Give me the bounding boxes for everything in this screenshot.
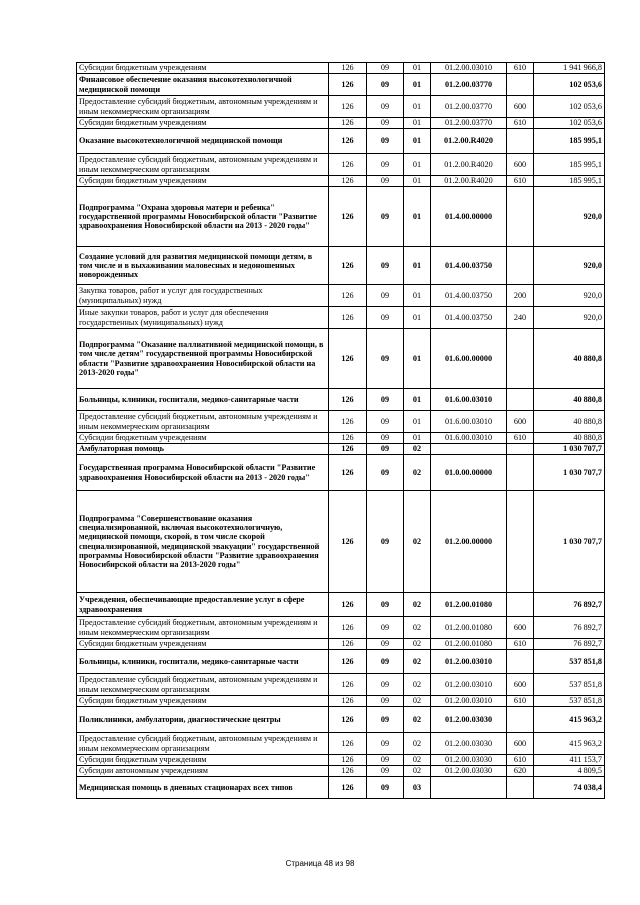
row-vr-cell: 610: [507, 176, 534, 187]
row-name-cell: Предоставление субсидий бюджетным, автономным учреждениям и иным некоммерческим организациям: [77, 733, 329, 755]
row-sum-cell: 40 880,8: [534, 389, 605, 411]
row-rz-cell: 09: [367, 129, 404, 154]
row-cs-cell: 01.2.00.01080: [431, 639, 507, 650]
row-rz-cell: 09: [367, 63, 404, 74]
row-pr-cell: 02: [404, 455, 431, 491]
row-name-cell: Финансовое обеспечение оказания высокотехнологичной медицинской помощи: [77, 74, 329, 96]
row-gr-cell: 126: [329, 129, 367, 154]
table-row: [77, 433, 605, 444]
row-name-cell: Предоставление субсидий бюджетным, автономным учреждениям и иным некоммерческим организациям: [77, 96, 329, 118]
row-rz-cell: 09: [367, 639, 404, 650]
row-name-cell: Предоставление субсидий бюджетным, автономным учреждениям и иным некоммерческим организациям: [77, 411, 329, 433]
row-gr-cell: 126: [329, 674, 367, 696]
table-row: [77, 491, 605, 593]
row-name-cell: Субсидии бюджетным учреждениям: [77, 696, 329, 707]
row-vr-cell: 620: [507, 766, 534, 777]
row-cs-cell: 01.6.00.03010: [431, 411, 507, 433]
row-rz-cell: 09: [367, 444, 404, 455]
table-row: [77, 118, 605, 129]
row-name-cell: Поликлиники, амбулатории, диагностические центры: [77, 707, 329, 733]
row-gr-cell: 126: [329, 733, 367, 755]
row-gr-cell: 126: [329, 329, 367, 389]
table-row: [77, 593, 605, 617]
row-pr-cell: 01: [404, 285, 431, 307]
row-name-cell: Субсидии бюджетным учреждениям: [77, 755, 329, 766]
row-name-cell: Предоставление субсидий бюджетным, автономным учреждениям и иным некоммерческим организациям: [77, 617, 329, 639]
row-vr-cell: [507, 650, 534, 674]
row-gr-cell: 126: [329, 777, 367, 799]
row-gr-cell: 126: [329, 96, 367, 118]
row-sum-cell: 920,0: [534, 187, 605, 247]
row-cs-cell: 01.2.00.R4020: [431, 154, 507, 176]
row-sum-cell: 1 030 707,7: [534, 455, 605, 491]
row-pr-cell: 02: [404, 696, 431, 707]
row-name-cell: Субсидии бюджетным учреждениям: [77, 639, 329, 650]
row-name-cell: Государственная программа Новосибирской области "Развитие здравоохранения Новосибирской области на 2013 - 2020 годы": [77, 455, 329, 491]
row-name-cell: Больницы, клиники, госпитали, медико-санитарные части: [77, 389, 329, 411]
row-rz-cell: 09: [367, 674, 404, 696]
row-sum-cell: 537 851,8: [534, 650, 605, 674]
row-cs-cell: 01.2.00.R4020: [431, 129, 507, 154]
row-gr-cell: 126: [329, 707, 367, 733]
row-rz-cell: 09: [367, 777, 404, 799]
table-row: [77, 411, 605, 433]
table-row: [77, 154, 605, 176]
row-name-cell: Медицинская помощь в дневных стационарах всех типов: [77, 777, 329, 799]
row-cs-cell: 01.2.00.03030: [431, 707, 507, 733]
table-body: [77, 63, 605, 799]
row-pr-cell: 01: [404, 129, 431, 154]
table-row: [77, 455, 605, 491]
row-name-cell: Амбулаторная помощь: [77, 444, 329, 455]
row-pr-cell: 01: [404, 176, 431, 187]
row-name-cell: Субсидии автономным учреждениям: [77, 766, 329, 777]
row-rz-cell: 09: [367, 285, 404, 307]
row-gr-cell: 126: [329, 650, 367, 674]
row-cs-cell: 01.2.00.03010: [431, 696, 507, 707]
row-cs-cell: 01.6.00.00000: [431, 329, 507, 389]
row-name-cell: Подпрограмма "Совершенствование оказания специализированной, включая высокотехнологичную, медицинской помощи, скорой, в том числе скорой специализированной, медицинской эвакуации" государственной программы Новосибирской области "Развитие здравоохранения Новосибирской области на 2013-2020 годы": [77, 491, 329, 593]
row-sum-cell: 1 030 707,7: [534, 444, 605, 455]
row-pr-cell: 02: [404, 707, 431, 733]
row-pr-cell: 01: [404, 329, 431, 389]
table-row: [77, 444, 605, 455]
row-pr-cell: 02: [404, 755, 431, 766]
row-vr-cell: [507, 187, 534, 247]
row-sum-cell: 76 892,7: [534, 593, 605, 617]
row-gr-cell: 126: [329, 696, 367, 707]
row-vr-cell: 610: [507, 63, 534, 74]
row-rz-cell: 09: [367, 118, 404, 129]
row-rz-cell: 09: [367, 411, 404, 433]
row-rz-cell: 09: [367, 593, 404, 617]
table-row: [77, 63, 605, 74]
row-cs-cell: 01.2.00.03770: [431, 118, 507, 129]
row-pr-cell: 02: [404, 617, 431, 639]
row-gr-cell: 126: [329, 63, 367, 74]
row-gr-cell: 126: [329, 187, 367, 247]
row-vr-cell: [507, 329, 534, 389]
row-gr-cell: 126: [329, 74, 367, 96]
row-pr-cell: 02: [404, 674, 431, 696]
row-gr-cell: 126: [329, 455, 367, 491]
table-row: [77, 96, 605, 118]
row-gr-cell: 126: [329, 411, 367, 433]
row-gr-cell: 126: [329, 176, 367, 187]
row-vr-cell: 610: [507, 433, 534, 444]
row-name-cell: Субсидии бюджетным учреждениям: [77, 63, 329, 74]
row-rz-cell: 09: [367, 307, 404, 329]
row-vr-cell: [507, 247, 534, 285]
row-cs-cell: 01.2.00.03010: [431, 63, 507, 74]
row-rz-cell: 09: [367, 491, 404, 593]
row-gr-cell: 126: [329, 247, 367, 285]
row-rz-cell: 09: [367, 247, 404, 285]
table-row: [77, 329, 605, 389]
row-rz-cell: 09: [367, 617, 404, 639]
row-sum-cell: 920,0: [534, 247, 605, 285]
row-pr-cell: 02: [404, 639, 431, 650]
row-pr-cell: 02: [404, 444, 431, 455]
row-sum-cell: 415 963,2: [534, 733, 605, 755]
row-name-cell: Предоставление субсидий бюджетным, автономным учреждениям и иным некоммерческим организациям: [77, 674, 329, 696]
row-gr-cell: 126: [329, 154, 367, 176]
row-vr-cell: [507, 389, 534, 411]
row-cs-cell: 01.2.00.01080: [431, 593, 507, 617]
row-cs-cell: 01.2.00.03010: [431, 674, 507, 696]
row-cs-cell: 01.2.00.03010: [431, 650, 507, 674]
table-row: [77, 187, 605, 247]
row-name-cell: Закупка товаров, работ и услуг для государственных (муниципальных) нужд: [77, 285, 329, 307]
row-gr-cell: 126: [329, 491, 367, 593]
row-sum-cell: 76 892,7: [534, 617, 605, 639]
row-cs-cell: 01.2.00.01080: [431, 617, 507, 639]
row-sum-cell: 537 851,8: [534, 696, 605, 707]
row-gr-cell: 126: [329, 755, 367, 766]
table-row: [77, 247, 605, 285]
table-row: [77, 777, 605, 799]
row-pr-cell: 02: [404, 491, 431, 593]
row-cs-cell: 01.2.00.03770: [431, 96, 507, 118]
row-rz-cell: 09: [367, 696, 404, 707]
row-sum-cell: 537 851,8: [534, 674, 605, 696]
row-gr-cell: 126: [329, 766, 367, 777]
row-name-cell: Субсидии бюджетным учреждениям: [77, 433, 329, 444]
row-gr-cell: 126: [329, 639, 367, 650]
row-pr-cell: 01: [404, 154, 431, 176]
row-pr-cell: 01: [404, 118, 431, 129]
table-row: [77, 766, 605, 777]
row-pr-cell: 01: [404, 63, 431, 74]
row-sum-cell: 76 892,7: [534, 639, 605, 650]
table-row: [77, 639, 605, 650]
row-name-cell: Учреждения, обеспечивающие предоставление услуг в сфере здравоохранения: [77, 593, 329, 617]
row-vr-cell: [507, 455, 534, 491]
row-vr-cell: 600: [507, 733, 534, 755]
row-pr-cell: 02: [404, 733, 431, 755]
row-pr-cell: 02: [404, 650, 431, 674]
row-cs-cell: 01.2.00.03030: [431, 766, 507, 777]
table-row: [77, 733, 605, 755]
row-vr-cell: 610: [507, 118, 534, 129]
row-pr-cell: 01: [404, 247, 431, 285]
row-pr-cell: 01: [404, 74, 431, 96]
row-vr-cell: [507, 491, 534, 593]
row-vr-cell: 600: [507, 617, 534, 639]
table-row: [77, 389, 605, 411]
row-name-cell: Предоставление субсидий бюджетным, автономным учреждениям и иным некоммерческим организациям: [77, 154, 329, 176]
row-sum-cell: 102 053,6: [534, 96, 605, 118]
row-sum-cell: 185 995,1: [534, 129, 605, 154]
row-vr-cell: [507, 707, 534, 733]
row-vr-cell: 240: [507, 307, 534, 329]
row-gr-cell: 126: [329, 444, 367, 455]
row-cs-cell: 01.2.00.00000: [431, 491, 507, 593]
row-name-cell: Субсидии бюджетным учреждениям: [77, 118, 329, 129]
table-row: [77, 617, 605, 639]
row-cs-cell: 01.6.00.03010: [431, 433, 507, 444]
table-row: [77, 307, 605, 329]
row-pr-cell: 03: [404, 777, 431, 799]
row-gr-cell: 126: [329, 389, 367, 411]
table-row: [77, 176, 605, 187]
table-row: [77, 755, 605, 766]
row-cs-cell: 01.4.00.03750: [431, 307, 507, 329]
row-pr-cell: 02: [404, 766, 431, 777]
row-gr-cell: 126: [329, 433, 367, 444]
row-rz-cell: 09: [367, 650, 404, 674]
row-pr-cell: 01: [404, 411, 431, 433]
row-pr-cell: 01: [404, 307, 431, 329]
row-sum-cell: 920,0: [534, 307, 605, 329]
row-vr-cell: 600: [507, 96, 534, 118]
row-name-cell: Подпрограмма "Охрана здоровья матери и ребенка" государственной программы Новосибирской области "Развитие здравоохранения Новосибирской области на 2013 - 2020 годы": [77, 187, 329, 247]
row-sum-cell: 74 038,4: [534, 777, 605, 799]
row-sum-cell: 40 880,8: [534, 329, 605, 389]
row-sum-cell: 1 941 966,8: [534, 63, 605, 74]
row-name-cell: Субсидии бюджетным учреждениям: [77, 176, 329, 187]
row-gr-cell: 126: [329, 593, 367, 617]
row-rz-cell: 09: [367, 707, 404, 733]
row-sum-cell: 40 880,8: [534, 433, 605, 444]
row-cs-cell: [431, 777, 507, 799]
table-row: [77, 74, 605, 96]
row-cs-cell: 01.6.00.03010: [431, 389, 507, 411]
row-pr-cell: 01: [404, 187, 431, 247]
row-cs-cell: 01.0.00.00000: [431, 455, 507, 491]
row-rz-cell: 09: [367, 96, 404, 118]
row-sum-cell: 40 880,8: [534, 411, 605, 433]
row-cs-cell: 01.4.00.03750: [431, 247, 507, 285]
row-rz-cell: 09: [367, 766, 404, 777]
row-vr-cell: 610: [507, 755, 534, 766]
row-pr-cell: 01: [404, 96, 431, 118]
row-name-cell: Больницы, клиники, госпитали, медико-санитарные части: [77, 650, 329, 674]
row-rz-cell: 09: [367, 329, 404, 389]
row-sum-cell: 102 053,6: [534, 118, 605, 129]
row-cs-cell: 01.4.00.03750: [431, 285, 507, 307]
page-number: Страница 48 из 98: [285, 859, 355, 868]
row-vr-cell: 600: [507, 154, 534, 176]
row-gr-cell: 126: [329, 307, 367, 329]
row-pr-cell: 01: [404, 433, 431, 444]
row-sum-cell: 920,0: [534, 285, 605, 307]
row-rz-cell: 09: [367, 433, 404, 444]
row-rz-cell: 09: [367, 154, 404, 176]
row-vr-cell: [507, 593, 534, 617]
row-cs-cell: 01.2.00.03030: [431, 755, 507, 766]
row-gr-cell: 126: [329, 285, 367, 307]
row-cs-cell: 01.2.00.03030: [431, 733, 507, 755]
row-sum-cell: 185 995,1: [534, 154, 605, 176]
row-pr-cell: 02: [404, 593, 431, 617]
table-row: [77, 129, 605, 154]
row-sum-cell: 415 963,2: [534, 707, 605, 733]
row-name-cell: Создание условий для развития медицинской помощи детям, в том числе и в выхаживании маловесных и недоношенных новорожденных: [77, 247, 329, 285]
row-vr-cell: 610: [507, 639, 534, 650]
row-rz-cell: 09: [367, 733, 404, 755]
row-rz-cell: 09: [367, 187, 404, 247]
table-row: [77, 696, 605, 707]
row-vr-cell: 600: [507, 411, 534, 433]
row-pr-cell: 01: [404, 389, 431, 411]
row-vr-cell: 610: [507, 696, 534, 707]
row-name-cell: Иные закупки товаров, работ и услуг для обеспечения государственных (муниципальных) нужд: [77, 307, 329, 329]
row-sum-cell: 185 995,1: [534, 176, 605, 187]
table-row: [77, 707, 605, 733]
row-vr-cell: [507, 777, 534, 799]
row-sum-cell: 102 053,6: [534, 74, 605, 96]
table-row: [77, 285, 605, 307]
row-cs-cell: 01.4.00.00000: [431, 187, 507, 247]
row-vr-cell: [507, 444, 534, 455]
row-vr-cell: [507, 74, 534, 96]
row-cs-cell: 01.2.00.03770: [431, 74, 507, 96]
row-rz-cell: 09: [367, 455, 404, 491]
row-rz-cell: 09: [367, 74, 404, 96]
row-rz-cell: 09: [367, 755, 404, 766]
row-vr-cell: 600: [507, 674, 534, 696]
row-vr-cell: 200: [507, 285, 534, 307]
row-sum-cell: 1 030 707,7: [534, 491, 605, 593]
row-gr-cell: 126: [329, 118, 367, 129]
row-rz-cell: 09: [367, 389, 404, 411]
row-cs-cell: 01.2.00.R4020: [431, 176, 507, 187]
row-gr-cell: 126: [329, 617, 367, 639]
row-vr-cell: [507, 129, 534, 154]
table-row: [77, 650, 605, 674]
row-name-cell: Оказание высокотехнологичной медицинской помощи: [77, 129, 329, 154]
row-sum-cell: 4 809,5: [534, 766, 605, 777]
row-cs-cell: [431, 444, 507, 455]
table-row: [77, 674, 605, 696]
row-rz-cell: 09: [367, 176, 404, 187]
budget-table: [76, 62, 605, 799]
row-sum-cell: 411 153,7: [534, 755, 605, 766]
row-name-cell: Подпрограмма "Оказание паллиативной медицинской помощи, в том числе детям" государственной программы Новосибирской области "Развитие здравоохранения Новосибирской области на 2013-2020 годы": [77, 329, 329, 389]
